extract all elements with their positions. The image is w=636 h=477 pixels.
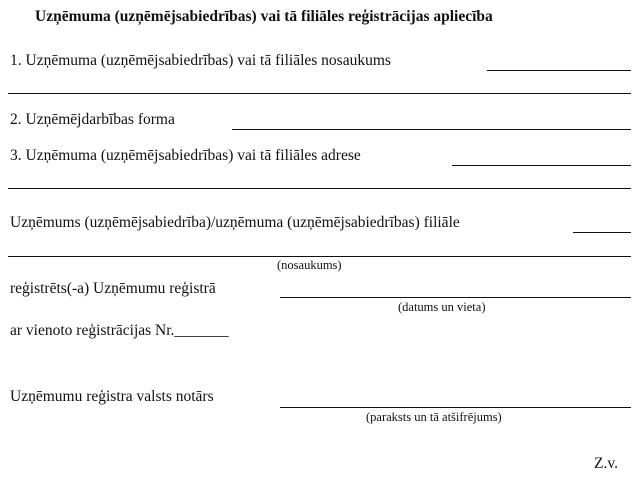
company-name-blank — [487, 70, 631, 71]
address-label: 3. Uzņēmuma (uzņēmējsabiedrības) vai tā filiāles adrese — [10, 147, 361, 164]
notary-label: Uzņēmumu reģistra valsts notārs — [10, 388, 214, 405]
date-place-caption: (datums un vieta) — [398, 300, 486, 314]
signature-line — [280, 407, 631, 408]
statement-blank — [573, 232, 631, 233]
stamp-place-mark: Z.v. — [594, 455, 618, 472]
registered-text: reģistrēts(-a) Uzņēmumu reģistrā — [10, 280, 216, 297]
registration-number-text: ar vienoto reģistrācijas Nr._______ — [10, 322, 229, 339]
date-place-line — [280, 297, 631, 298]
document-title: Uzņēmuma (uzņēmējsabiedrības) vai tā filiāles reģistrācijas apliecība — [35, 8, 493, 25]
statement-line: Uzņēmums (uzņēmējsabiedrība)/uzņēmuma (uzņēmējsabiedrības) filiāle — [10, 214, 460, 231]
name-caption: (nosaukums) — [277, 258, 342, 272]
company-name-label: 1. Uzņēmuma (uzņēmējsabiedrības) vai tā filiāles nosaukums — [10, 52, 391, 69]
business-form-label: 2. Uzņēmējdarbības forma — [10, 111, 175, 128]
entity-name-line — [8, 256, 631, 257]
address-blank — [452, 165, 631, 166]
signature-caption: (paraksts un tā atšifrējums) — [366, 410, 502, 424]
business-form-blank — [232, 129, 631, 130]
company-name-continuation-line — [8, 93, 631, 94]
address-continuation-line — [8, 188, 631, 189]
